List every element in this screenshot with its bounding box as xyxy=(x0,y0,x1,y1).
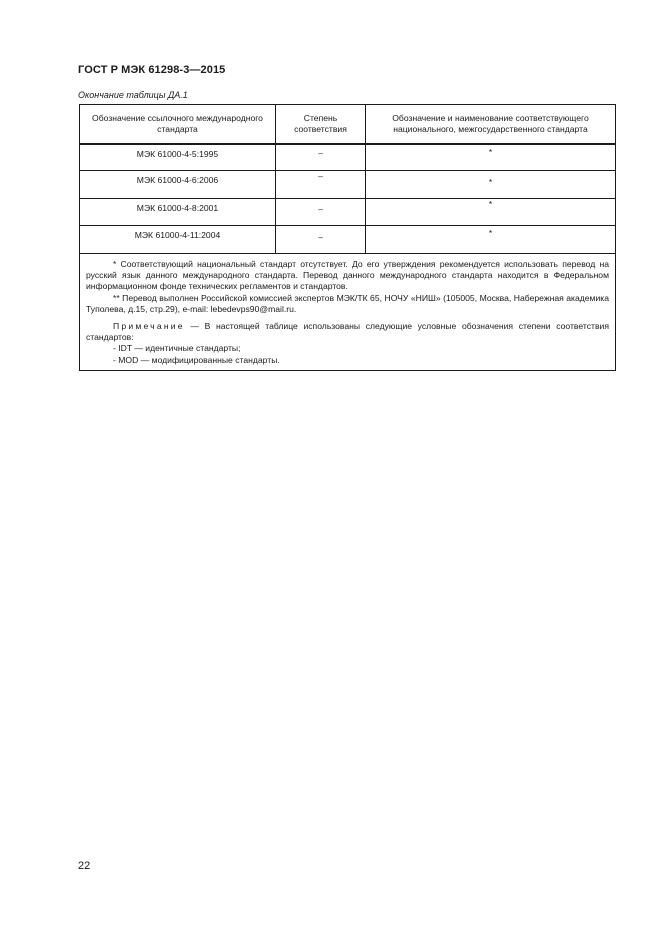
table-caption: Окончание таблицы ДА.1 xyxy=(78,90,188,100)
note-item-mod: - MOD — модифицированные стандарты. xyxy=(113,354,280,365)
page-number: 22 xyxy=(78,860,91,872)
table-header-row xyxy=(80,105,616,145)
header-degree: Степень соответствия xyxy=(276,105,366,145)
cell-degree: – xyxy=(276,226,366,254)
footnote-single-star: * Соответствующий национальный стандарт отсутствует. До его утверждения рекомендуется использовать перевод на русский язык данного международного стандарта. Перевод данного международного стандарта находится в Федеральном информационном фонде технических регламентов и стандартов. xyxy=(86,259,609,292)
cell-standard: МЭК 61000-4-5:1995 xyxy=(80,144,276,171)
cell-national: * xyxy=(366,199,616,226)
table-row xyxy=(80,171,616,199)
cell-national: * xyxy=(366,171,616,199)
reference-standards-table xyxy=(79,104,616,371)
note-text: — В настоящей таблице использованы следующие условные обозначения степени соответствия стандартов: xyxy=(86,321,609,343)
cell-standard: МЭК 61000-4-8:2001 xyxy=(80,199,276,226)
cell-standard: МЭК 61000-4-11:2004 xyxy=(80,226,276,254)
footnote-double-star: ** Перевод выполнен Российской комиссией экспертов МЭК/ТК 65, НОЧУ «НИШ» (105005, Москва, Набережная академика Туполева, д.15, стр.29), e-mail: lebedevps90@mail.ru. xyxy=(86,292,609,314)
cell-national: * xyxy=(366,226,616,254)
note-label: Примечание xyxy=(113,321,185,332)
cell-degree: – xyxy=(276,171,366,199)
footnotes-row xyxy=(80,254,616,371)
table-row xyxy=(80,199,616,226)
note-item-idt: - IDT — идентичные стандарты; xyxy=(113,343,241,354)
cell-standard: МЭК 61000-4-6:2006 xyxy=(80,171,276,199)
table-row xyxy=(80,144,616,171)
document-title: ГОСТ Р МЭК 61298-3—2015 xyxy=(78,64,226,76)
cell-national: * xyxy=(366,144,616,171)
table-row xyxy=(80,226,616,254)
header-standard: Обозначение ссылочного международного стандарта xyxy=(80,105,276,145)
table-note xyxy=(86,321,609,343)
header-national: Обозначение и наименование соответствующего национального, межгосударственного стандарта xyxy=(366,105,616,145)
footnotes-cell xyxy=(80,254,616,371)
cell-degree: – xyxy=(276,144,366,171)
cell-degree: – xyxy=(276,199,366,226)
